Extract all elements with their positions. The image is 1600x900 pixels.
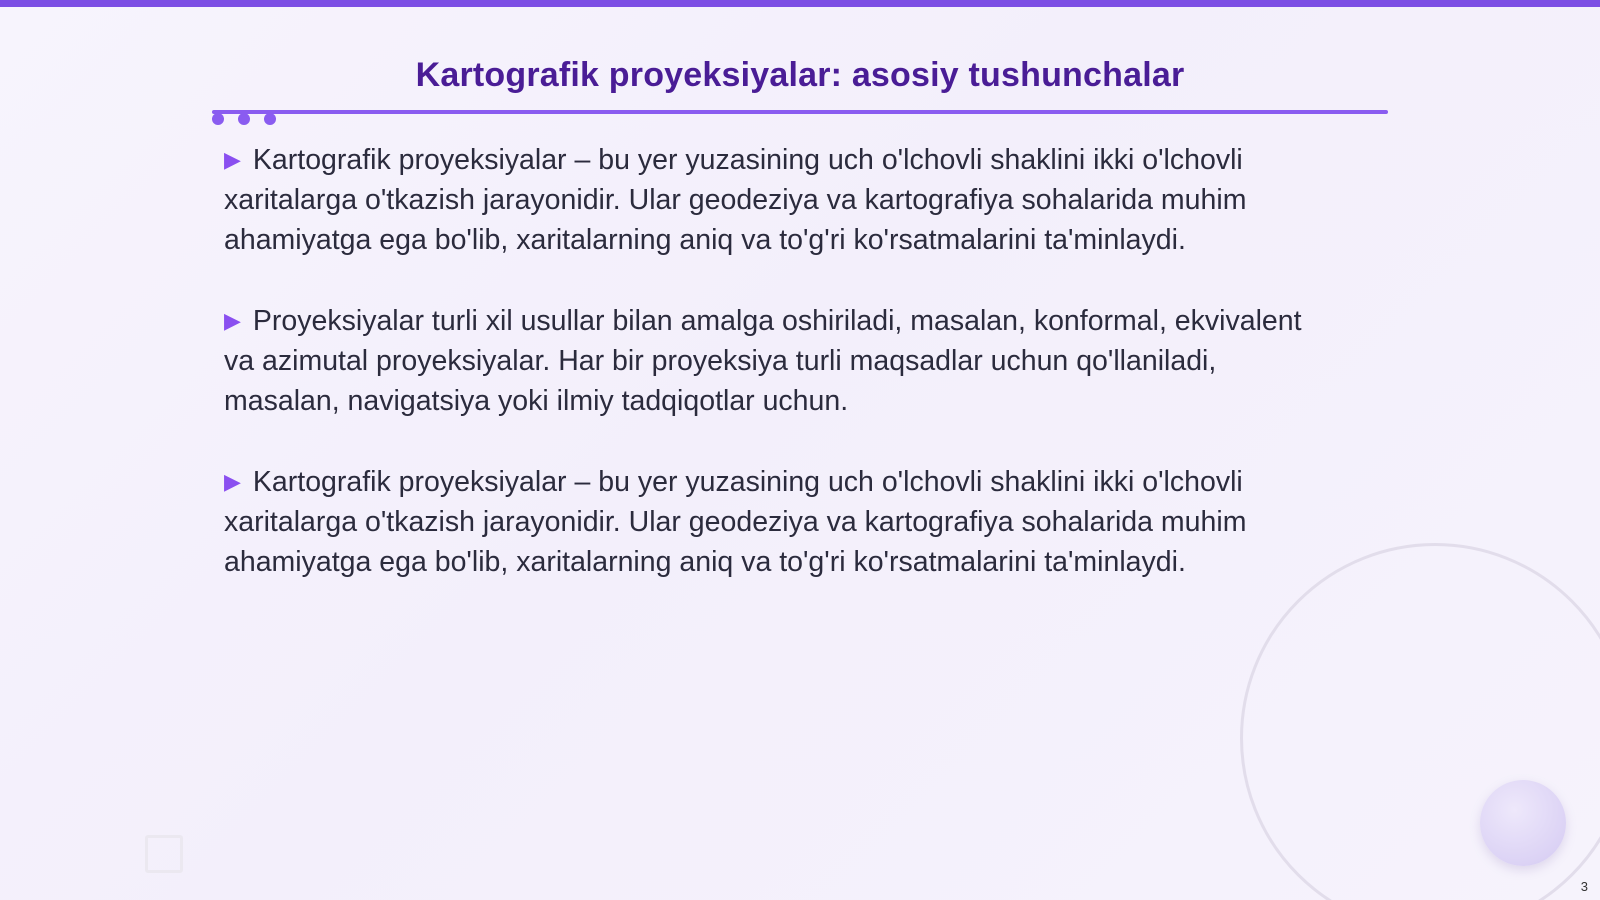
- bullet-item: [224, 301, 1334, 421]
- title-underline: [212, 110, 1388, 114]
- underline-dot: [264, 113, 276, 125]
- triangle-bullet-icon: ▶: [224, 308, 241, 333]
- top-accent-bar: [0, 0, 1600, 7]
- decorative-circle: [1480, 780, 1566, 866]
- triangle-bullet-icon: ▶: [224, 147, 241, 172]
- underline-dot: [238, 113, 250, 125]
- triangle-bullet-icon: ▶: [224, 469, 241, 494]
- bullet-text: Kartografik proyeksiyalar – bu yer yuzasining uch o'lchovli shaklini ikki o'lchovli xaritalarga o'tkazish jarayonidir. Ular geodeziya va kartografiya sohalarida muhim ahamiyatga ega bo'lib, xaritalarning aniq va to'g'ri ko'rsatmalarini ta'minlaydi.: [224, 144, 1247, 256]
- bullet-text: Proyeksiyalar turli xil usullar bilan amalga oshiriladi, masalan, konformal, ekvivalent va azimutal proyeksiyalar. Har bir proyeksiya turli maqsadlar uchun qo'llaniladi, masalan, navigatsiya yoki ilmiy tadqiqotlar uchun.: [224, 305, 1302, 417]
- underline-dots: [212, 113, 282, 127]
- bullet-list: [224, 140, 1334, 623]
- page-number: 3: [1580, 879, 1588, 894]
- decorative-square: [145, 835, 183, 873]
- slide-title: Kartografik proyeksiyalar: asosiy tushunchalar: [415, 56, 1185, 94]
- underline-dot: [212, 113, 224, 125]
- bullet-item: [224, 462, 1334, 582]
- bullet-text: Kartografik proyeksiyalar – bu yer yuzasining uch o'lchovli shaklini ikki o'lchovli xaritalarga o'tkazish jarayonidir. Ular geodeziya va kartografiya sohalarida muhim ahamiyatga ega bo'lib, xaritalarning aniq va to'g'ri ko'rsatmalarini ta'minlaydi.: [224, 466, 1247, 578]
- bullet-item: [224, 140, 1334, 260]
